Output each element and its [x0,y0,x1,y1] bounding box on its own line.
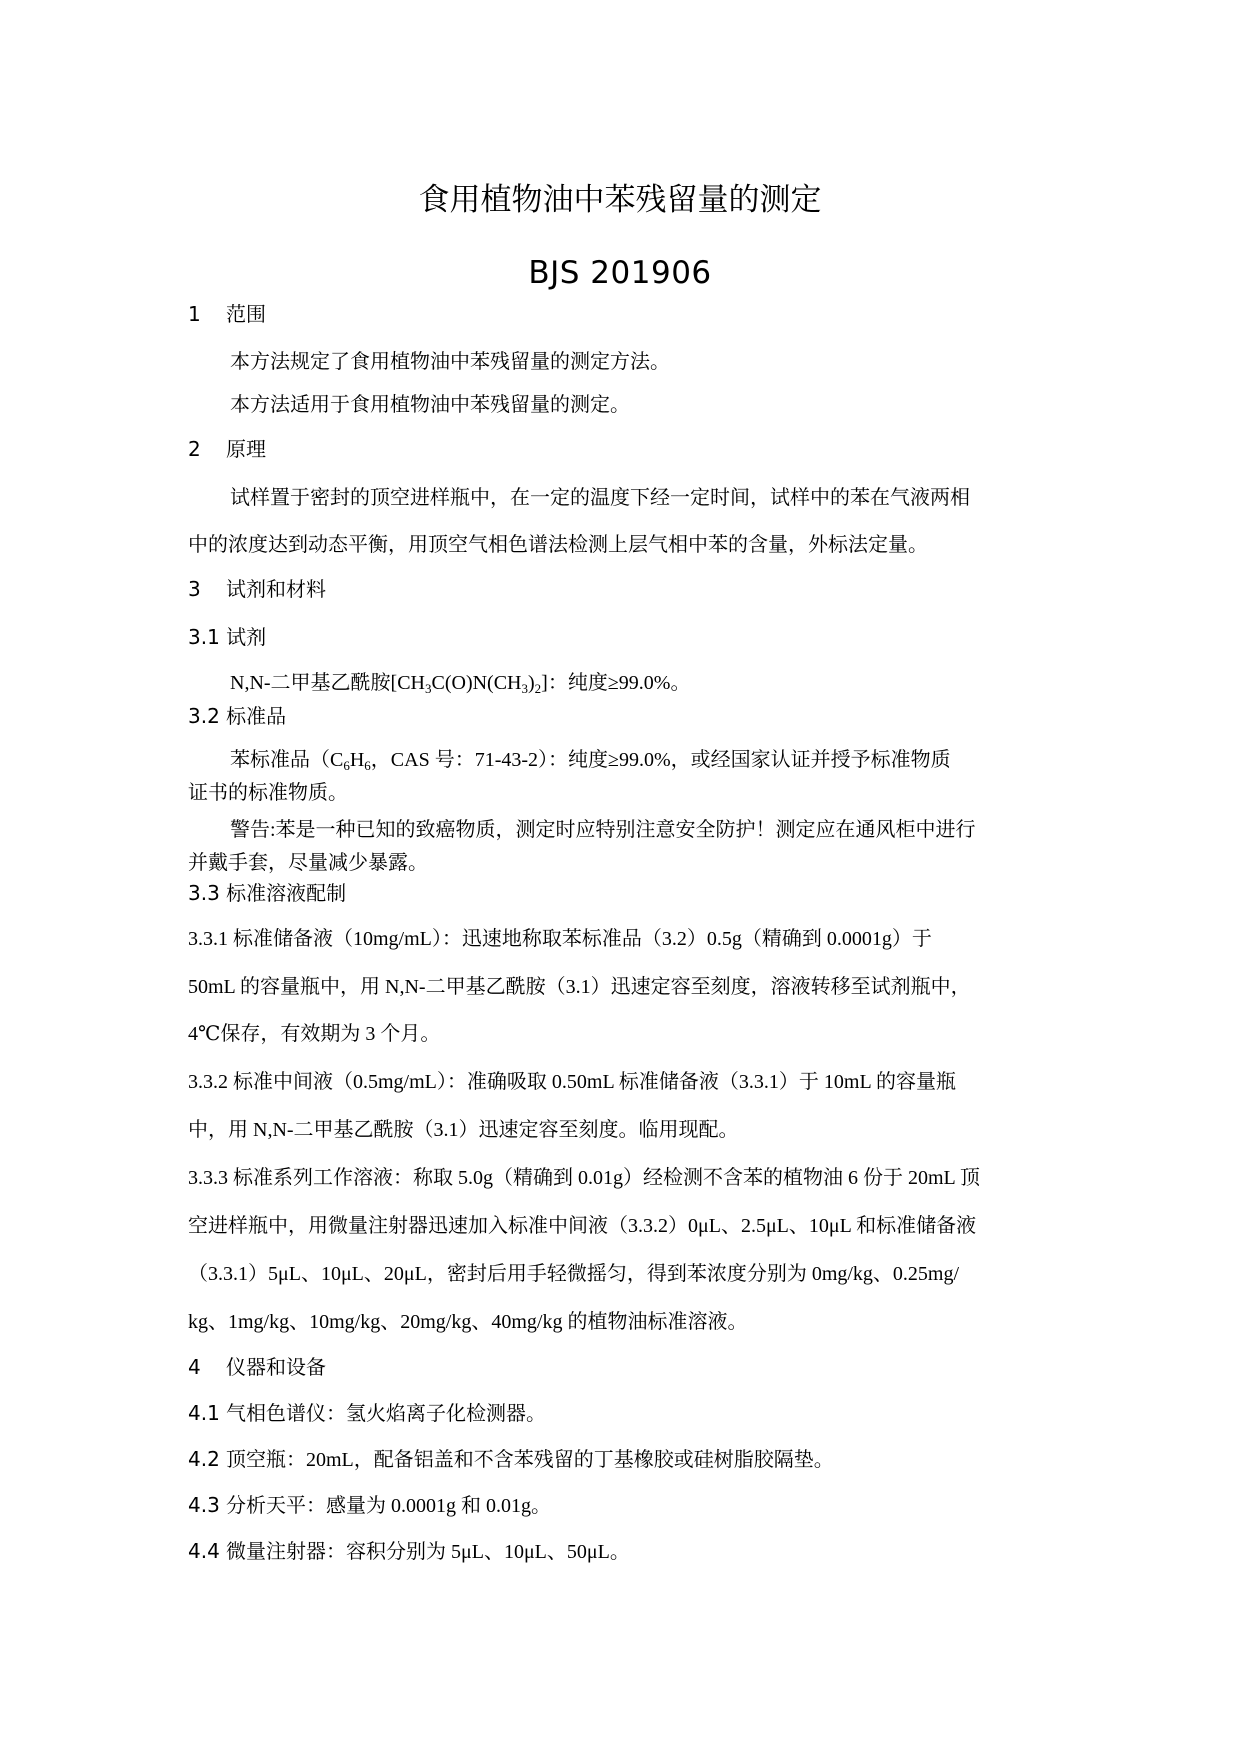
paragraph-line: 证书的标准物质。 [188,782,348,804]
paragraph-line: 4℃保存，有效期为 3 个月。 [188,1023,441,1045]
reagent-line: N,N-二甲基乙酰胺$[CH_3C(O)N(CH_3)_2]$：纯度≥99.0%。 [230,672,691,696]
paragraph-line: 3.3.1 标准储备液（10mg/mL）：迅速地称取苯标准品（3.2）0.5g（精确到 0.0001g）于 [188,928,932,950]
paragraph-line: 3.3.3 标准系列工作溶液：称取 5.0g（精确到 0.01g）经检测不含苯的植物油 6 份于 20mL 顶 [188,1167,981,1189]
paragraph-line: 3.3.2 标准中间液（0.5mg/mL）：准确吸取 0.50mL 标准储备液（3.3.1）于 10mL 的容量瓶 [188,1071,956,1093]
section-number: 3 [188,577,201,601]
section-2-heading [188,433,266,462]
paragraph-line: 试样置于密封的顶空进样瓶中，在一定的温度下经一定时间，试样中的苯在气液两相 [230,487,970,509]
warning-line: 并戴手套，尽量减少暴露。 [188,852,428,874]
document-title: 食用植物油中苯残留量的测定 [418,182,822,218]
paragraph-line: 空进样瓶中，用微量注射器迅速加入标准中间液（3.3.2）0μL、2.5μL、10μL 和标准储备液 [188,1215,977,1237]
equipment-item: 4.3 分析天平：感量为 0.0001g 和 0.01g。 [188,1493,551,1517]
section-title: 仪器和设备 [226,1355,326,1379]
paragraph: 本方法规定了食用植物油中苯残留量的测定方法。 [230,351,670,373]
paragraph-line: 中，用 N,N-二甲基乙酰胺（3.1）迅速定容至刻度。临用现配。 [188,1119,739,1141]
section-title: 原理 [226,437,266,461]
section-1-heading [188,298,266,327]
paragraph-line: 50mL 的容量瓶中，用 N,N-二甲基乙酰胺（3.1）迅速定容至刻度，溶液转移至试剂瓶中， [188,976,971,998]
subsection-3-1-heading: 3.1 试剂 [188,625,267,649]
section-4-heading [188,1351,326,1380]
paragraph-line: kg、1mg/kg、10mg/kg、20mg/kg、40mg/kg 的植物油标准溶液。 [188,1311,748,1333]
section-title: 范围 [226,302,266,326]
section-title: 试剂和材料 [226,577,326,601]
warning-line: 警告:苯是一种已知的致癌物质，测定时应特别注意安全防护！测定应在通风柜中进行 [230,819,976,841]
standard-code: BJS 201906 [528,255,712,291]
subsection-3-2-heading: 3.2 标准品 [188,704,287,728]
subsection-3-3-heading: 3.3 标准溶液配制 [188,881,347,905]
paragraph: 本方法适用于食用植物油中苯残留量的测定。 [230,394,630,416]
paragraph-line: （3.3.1）5μL、10μL、20μL，密封后用手轻微摇匀，得到苯浓度分别为 0mg/kg、0.25mg/ [188,1263,960,1285]
paragraph-line: 中的浓度达到动态平衡，用顶空气相色谱法检测上层气相中苯的含量，外标法定量。 [188,534,928,556]
section-number: 2 [188,437,201,461]
section-number: 4 [188,1355,201,1379]
standard-line: 苯标准品（$C_6H_6$，CAS 号：71-43-2）：纯度≥99.0%，或经国家认证并授予标准物质 [230,749,951,773]
section-number: 1 [188,302,201,326]
equipment-item: 4.1 气相色谱仪：氢火焰离子化检测器。 [188,1401,546,1425]
equipment-item: 4.2 顶空瓶：20mL，配备铝盖和不含苯残留的丁基橡胶或硅树脂胶隔垫。 [188,1447,834,1471]
section-3-heading [188,573,326,602]
equipment-item: 4.4 微量注射器：容积分别为 5μL、10μL、50μL。 [188,1539,630,1563]
